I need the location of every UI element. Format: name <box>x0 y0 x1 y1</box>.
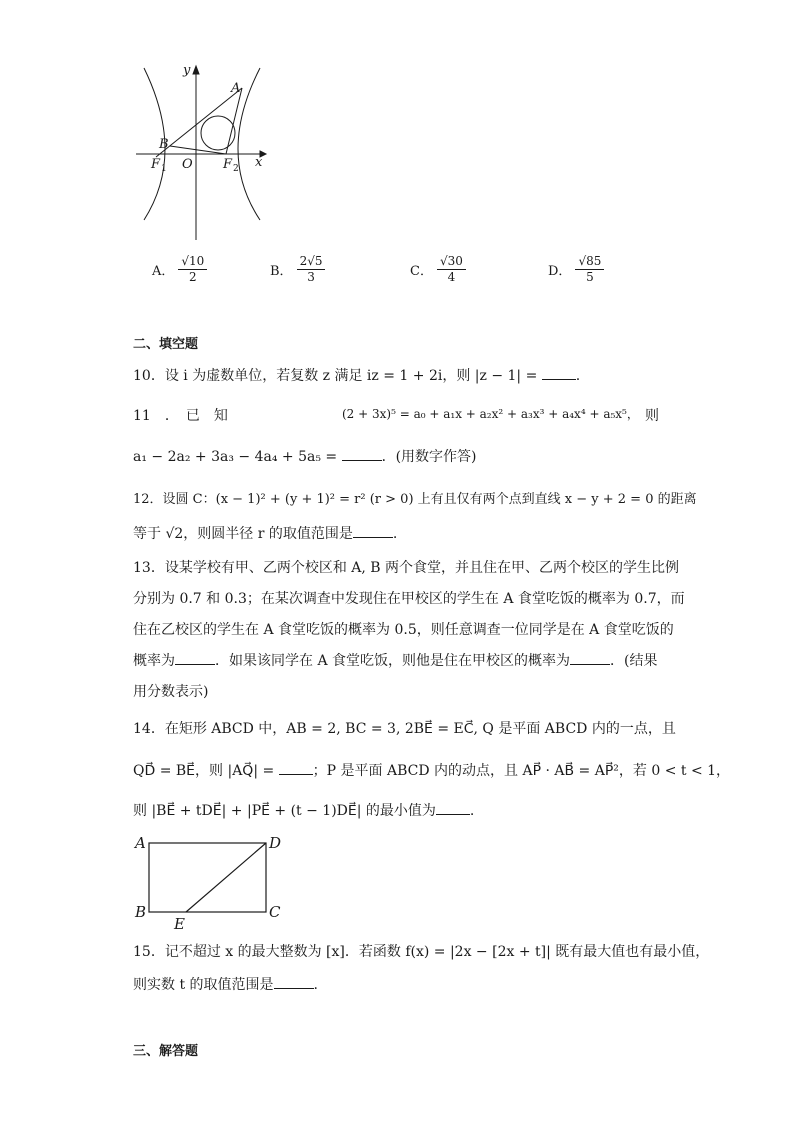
q14-answer-blank-2[interactable] <box>436 814 470 815</box>
label-o: O <box>182 157 193 172</box>
label-y: y <box>183 63 191 78</box>
line-a-f2 <box>226 88 242 154</box>
option-b-denominator: 3 <box>307 270 315 284</box>
q15-line2-end: . <box>313 977 318 993</box>
q13-line4b: ．如果该同学在 A 食堂吃饭，则他是住在甲校区的概率为 <box>215 653 571 669</box>
label-rect-b: B <box>135 903 147 921</box>
q13-line4a: 概率为 <box>133 653 175 669</box>
section-heading-solutions: 三、解答题 <box>133 1044 199 1059</box>
q11-line1-c: 则 <box>645 408 659 424</box>
option-d-numerator: √85 <box>575 254 604 270</box>
option-d[interactable] <box>548 254 604 285</box>
option-a-denominator: 2 <box>189 270 197 284</box>
question-14-line3 <box>133 800 474 820</box>
label-rect-e: E <box>174 915 185 932</box>
label-rect-c: C <box>269 903 281 921</box>
q11-line2-end: ．(用数字作答) <box>381 449 477 465</box>
label-rect-d: D <box>269 834 282 852</box>
q13-line3: 住在乙校区的学生在 A 食堂吃饭的概率为 0.5，则任意调查一位同学是在 A 食堂吃饭的 <box>133 622 674 638</box>
section-heading-fill-in: 二、填空题 <box>133 337 199 352</box>
option-c-denominator: 4 <box>447 270 456 284</box>
option-a[interactable] <box>152 254 207 285</box>
q11-answer-blank[interactable] <box>342 460 382 461</box>
q14-line3b: . <box>469 803 475 819</box>
label-a: A <box>231 81 241 96</box>
line-f1-a <box>156 88 242 157</box>
label-f2-sub: 2 <box>233 164 239 174</box>
q12-line1: 12．设圆 C：(x − 1)² + (y + 1)² = r² (r > 0) 上有且仅有两个点到直线 x − y + 2 = 0 的距离 <box>133 492 697 507</box>
label-f1: F <box>151 157 161 172</box>
q12-answer-blank[interactable] <box>353 537 393 538</box>
q13-line5: 用分数表示) <box>133 684 209 700</box>
rectangle-abcd <box>149 843 266 912</box>
q14-line1: 14．在矩形 ABCD 中，AB = 2, BC = 3, 2BE⃗ = EC⃗, Q 是平面 ABCD 内的一点，且 <box>133 721 676 737</box>
q11-line1-a: 11 ． 已 知 <box>133 408 228 424</box>
q14-line2b: ；P 是平面 ABCD 内的动点，且 AP⃗ · AB⃗ = AP⃗²，若 0 < t < 1， <box>312 763 731 779</box>
q11-line2: a₁ − 2a₂ + 3a₃ − 4a₄ + 5a₅ = <box>133 449 342 465</box>
question-15-line2 <box>133 974 318 994</box>
option-a-letter: A． <box>152 264 175 279</box>
question-12-line2 <box>133 523 397 543</box>
q12-line2-end: . <box>392 526 398 542</box>
y-axis-arrow <box>193 66 199 74</box>
q10-end: . <box>575 368 581 384</box>
label-x: x <box>255 155 263 170</box>
label-f1-sub: 1 <box>161 164 167 174</box>
q14-answer-blank-1[interactable] <box>279 774 313 775</box>
label-f2: F <box>223 157 233 172</box>
q12-line2: 等于 √2，则圆半径 r 的取值范围是 <box>133 526 353 542</box>
option-b-letter: B． <box>270 264 293 279</box>
option-c[interactable] <box>410 254 466 285</box>
q10-answer-blank[interactable] <box>542 379 576 380</box>
option-c-letter: C． <box>410 264 433 279</box>
hyperbola-figure <box>130 60 280 250</box>
option-b-numerator: 2√5 <box>297 254 326 270</box>
option-b[interactable] <box>270 254 325 285</box>
label-b: B <box>159 137 169 152</box>
q13-line4c: ．(结果 <box>610 653 658 669</box>
q13-answer-blank-1[interactable] <box>175 664 215 665</box>
option-c-numerator: √30 <box>437 254 466 270</box>
segment-de <box>186 843 266 912</box>
q14-line3a: 则 |BE⃗ + tDE⃗| + |PE⃗ + (t − 1)DE⃗| 的最小值为 <box>133 803 436 819</box>
q15-answer-blank[interactable] <box>274 988 314 989</box>
question-13-line4 <box>133 650 657 670</box>
q13-answer-blank-2[interactable] <box>570 664 610 665</box>
q15-line1: 15．记不超过 x 的最大整数为 [x]．若函数 f(x) = |2x − [2x + t]| 既有最大值也有最小值， <box>133 944 710 960</box>
question-11-line2 <box>133 446 477 466</box>
option-d-letter: D． <box>548 264 572 279</box>
q15-line2: 则实数 t 的取值范围是 <box>133 977 274 993</box>
label-rect-a: A <box>135 834 146 852</box>
q14-line2a: QD⃗ = BE⃗，则 |AQ⃗| = <box>133 763 279 779</box>
q13-line1: 13．设某学校有甲、乙两个校区和 A, B 两个食堂，并且住在甲、乙两个校区的学生比例 <box>133 560 680 576</box>
option-d-denominator: 5 <box>586 270 594 284</box>
q13-line2: 分别为 0.7 和 0.3；在某次调查中发现住在甲校区的学生在 A 食堂吃饭的概率为 0.7，而 <box>133 591 685 607</box>
q11-line1-b: (2 + 3x)⁵ = a₀ + a₁x + a₂x² + a₃x³ + a₄x⁴ + a₅x⁵， <box>342 407 639 421</box>
question-10 <box>133 365 580 385</box>
q10-text: 10．设 i 为虚数单位，若复数 z 满足 iz = 1 + 2i，则 |z − 1| = <box>133 368 542 384</box>
rectangle-figure <box>130 832 290 932</box>
option-a-numerator: √10 <box>178 254 207 270</box>
inscribed-circle <box>201 116 235 150</box>
question-14-line2 <box>133 760 730 780</box>
